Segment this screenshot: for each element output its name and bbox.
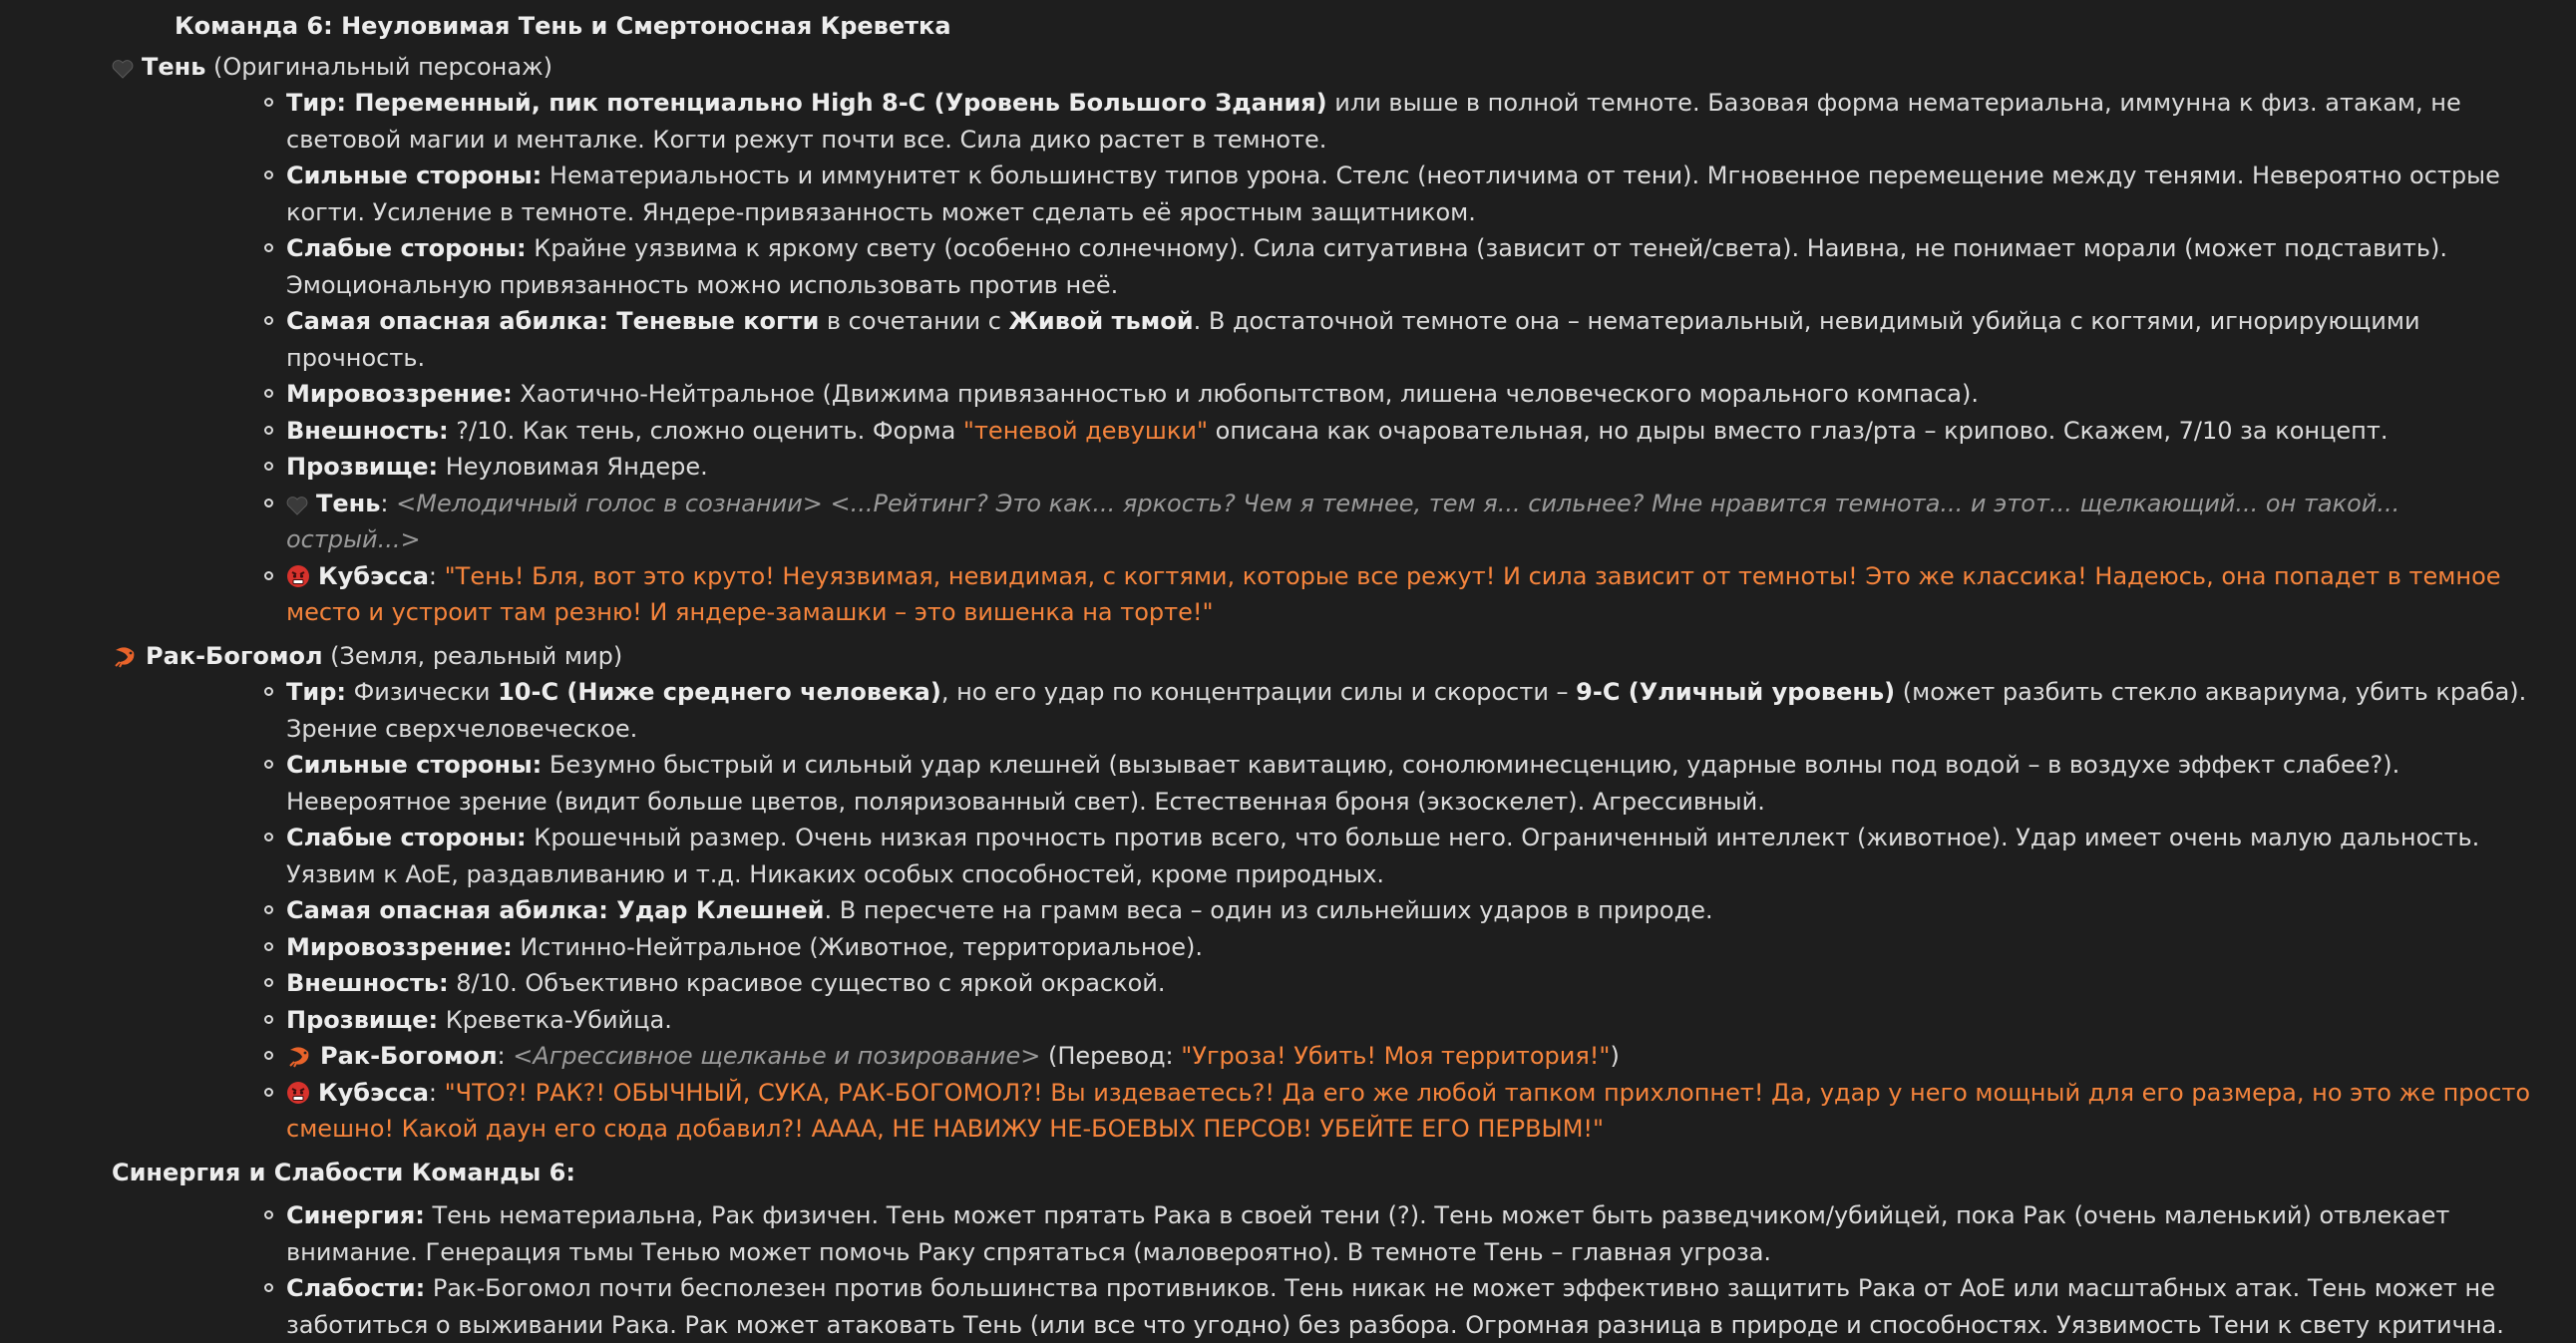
black-heart-icon [286, 496, 308, 515]
stat-label: Внешность: [286, 417, 449, 445]
voice-quote: "Угроза! Убить! Моя территория!" [1181, 1042, 1610, 1070]
character-mantis-shrimp [112, 638, 2576, 1148]
stat-emphasis: Живой тьмой [1009, 307, 1194, 335]
stat-text: Истинно-Нейтральное (Животное, территориальное). [513, 933, 1203, 961]
speaker-label: Рак-Богомол [320, 1042, 498, 1070]
character-voice-line [112, 1038, 2576, 1075]
stat-text: Креветка-Убийца. [438, 1006, 672, 1034]
stat-text: Рак-Богомол почти бесполезен против большинства противников. Тень никак не может эффективно защитить Рака от AoE или масштабных атак. Тень может не заботиться о выживании Рака. Рак может атаковать Тень (или все что угодно) без разбора. Огромная разница в природе и способностях. Уязвимость Тени к свету критична. [286, 1274, 2504, 1339]
stat-text: в сочетании с [819, 307, 1008, 335]
stat-text: Неуловимая Яндере. [438, 453, 708, 481]
stat-text: Физически [346, 678, 498, 706]
stat-looks [112, 413, 2576, 450]
stat-text: Хаотично-Нейтральное (Движима привязанностью и любопытством, лишена человеческого морального компаса). [513, 380, 1979, 408]
stat-label: Тир: Переменный, пик потенциально High 8-C (Уровень Большого Здания) [286, 89, 1327, 117]
stat-alignment [112, 929, 2576, 966]
character-header [112, 638, 2576, 675]
character-voice-line [112, 486, 2576, 558]
voice-text: <Мелодичный голос в сознании> <...Рейтинг? Это как... яркость? Чем я темнее, тем я... сильнее? Мне нравится темнота... и этот... щелкающий... он такой... острый...> [286, 490, 2399, 554]
stat-emphasis: 9-C (Уличный уровень) [1576, 678, 1895, 706]
team-synergy-section [112, 1155, 2576, 1343]
speaker-label: Тень [316, 490, 380, 517]
stat-text: . В достаточной темноте она – нематериальный, невидимый убийца с когтями, игнорирующими прочность. [286, 307, 2420, 372]
voice-translation-label: (Перевод: [1040, 1042, 1181, 1070]
stat-text: Крайне уязвима к яркому свету (особенно солнечному). Сила ситуативна (зависит от теней/света). Наивна, не понимает морали (может подставить). Эмоциональную привязанность можно использовать против неё. [286, 234, 2447, 299]
stat-nickname [112, 1002, 2576, 1039]
stat-strengths [112, 747, 2576, 820]
stat-weaknesses [112, 820, 2576, 892]
stat-text: , но его удар по концентрации силы и скорости – [941, 678, 1576, 706]
stat-text: описана как очаровательная, но дыры вместо глаз/рта – крипово. Скажем, 7/10 за концепт. [1208, 417, 2388, 445]
stat-label: Мировоззрение: [286, 933, 513, 961]
kubessa-comment [112, 558, 2576, 631]
stat-text: ?/10. Как тень, сложно оценить. Форма [449, 417, 963, 445]
stat-ability [112, 303, 2576, 376]
colon: : [429, 562, 445, 590]
angry-face-icon [286, 1081, 310, 1105]
stat-emphasis: 10-C (Ниже среднего человека) [498, 678, 941, 706]
stat-label: Прозвище: [286, 453, 438, 481]
stat-text: Нематериальность и иммунитет к большинству типов урона. Стелс (неотличима от тени). Мгновенное перемещение между тенями. Невероятно острые когти. Усиление в темноте. Яндере-привязанность может сделать её яростным защитником. [286, 162, 2500, 226]
kubessa-text: "Тень! Бля, вот это круто! Неуязвимая, невидимая, с когтями, которые все режут! И сила зависит от темноты! Это же классика! Надеюсь, она попадет в темное место и устроит там резню! И яндере-замашки – это вишенка на торте!" [286, 562, 2501, 627]
character-header [112, 49, 2576, 86]
character-list [0, 49, 2576, 1343]
character-shadow [112, 49, 2576, 631]
stat-text: Крошечный размер. Очень низкая прочность против всего, что больше него. Ограниченный интеллект (животное). Удар имеет очень малую дальность. Уязвим к AoE, раздавливанию и т.д. Никаких особых способностей, кроме природных. [286, 824, 2479, 888]
colon: : [498, 1042, 514, 1070]
stat-text: 8/10. Объективно красивое существо с яркой окраской. [449, 969, 1166, 997]
stat-text: Тень нематериальна, Рак физичен. Тень может прятать Рака в своей тени (?). Тень может быть разведчиком/убийцей, пока Рак (очень маленький) отвлекает внимание. Генерация тьмы Тенью может помочь Раку спрятаться (маловероятно). В темноте Тень – главная угроза. [286, 1201, 2449, 1266]
character-origin: (Оригинальный персонаж) [205, 53, 552, 81]
stat-label: Мировоззрение: [286, 380, 513, 408]
black-heart-icon [112, 59, 134, 79]
kubessa-comment [112, 1075, 2576, 1148]
stat-label: Слабые стороны: [286, 234, 527, 262]
synergy-list [112, 1197, 2576, 1343]
voice-close: ) [1610, 1042, 1619, 1070]
colon: : [429, 1079, 445, 1107]
stat-ability [112, 892, 2576, 929]
weakness-item [112, 1270, 2576, 1343]
stat-label: Сильные стороны: [286, 751, 542, 779]
section-title: Синергия и Слабости Команды 6: [112, 1159, 575, 1186]
stat-label: Синергия: [286, 1201, 425, 1229]
stats-list [112, 674, 2576, 1148]
stat-tier [112, 85, 2576, 158]
section-header [112, 1155, 2576, 1191]
stat-label: Самая опасная абилка: Теневые когти [286, 307, 819, 335]
team-title: Команда 6: Неуловимая Тень и Смертоносная Креветка [0, 8, 2576, 45]
speaker-label: Кубэсса [318, 562, 429, 590]
speaker-label: Кубэсса [318, 1079, 429, 1107]
stat-weaknesses [112, 230, 2576, 303]
stat-label: Самая опасная абилка: Удар Клешней [286, 896, 824, 924]
voice-text: <Агрессивное щелканье и позирование> [513, 1042, 1040, 1070]
shrimp-icon [112, 644, 138, 668]
character-name: Тень [142, 53, 205, 81]
stat-text: . В пересчете на грамм веса – один из сильнейших ударов в природе. [824, 896, 1712, 924]
kubessa-text: "ЧТО?! РАК?! ОБЫЧНЫЙ, СУКА, РАК-БОГОМОЛ?! Вы издеваетесь?! Да его же любой тапком прихлопнет! Да, удар у него мощный для его размера, но это же просто смешно! Какой даун его сюда добавил?! АААА, НЕ НАВИЖУ НЕ-БОЕВЫХ ПЕРСОВ! УБЕЙТЕ ЕГО ПЕРВЫМ!" [286, 1079, 2530, 1144]
shrimp-icon [286, 1044, 312, 1068]
stat-text: или выше в полной темноте. Базовая форма нематериальна, иммунна к физ. атакам, не световой магии и менталке. Когти режут почти все. Сила дико растет в темноте. [286, 89, 2461, 154]
angry-face-icon [286, 564, 310, 588]
stat-text: (может разбить стекло аквариума, убить краба). Зрение сверхчеловеческое. [286, 678, 2526, 743]
stat-alignment [112, 376, 2576, 413]
stat-label: Сильные стороны: [286, 162, 542, 189]
stat-strengths [112, 158, 2576, 230]
stat-looks [112, 965, 2576, 1002]
colon: : [380, 490, 396, 517]
stats-list [112, 85, 2576, 631]
stat-label: Слабости: [286, 1274, 425, 1302]
stat-text: Безумно быстрый и сильный удар клешней (вызывает кавитацию, сонолюминесценцию, ударные волны под водой – в воздухе эффект слабее?). Невероятное зрение (видит больше цветов, поляризованный свет). Естественная броня (экзоскелет). Агрессивный. [286, 751, 2399, 816]
character-name: Рак-Богомол [146, 642, 323, 670]
stat-label: Слабые стороны: [286, 824, 527, 851]
stat-quote: "теневой девушки" [963, 417, 1208, 445]
synergy-item [112, 1197, 2576, 1270]
stat-label: Внешность: [286, 969, 449, 997]
character-origin: (Земля, реальный мир) [323, 642, 623, 670]
stat-label: Тир: [286, 678, 346, 706]
stat-nickname [112, 449, 2576, 486]
stat-tier [112, 674, 2576, 747]
stat-label: Прозвище: [286, 1006, 438, 1034]
